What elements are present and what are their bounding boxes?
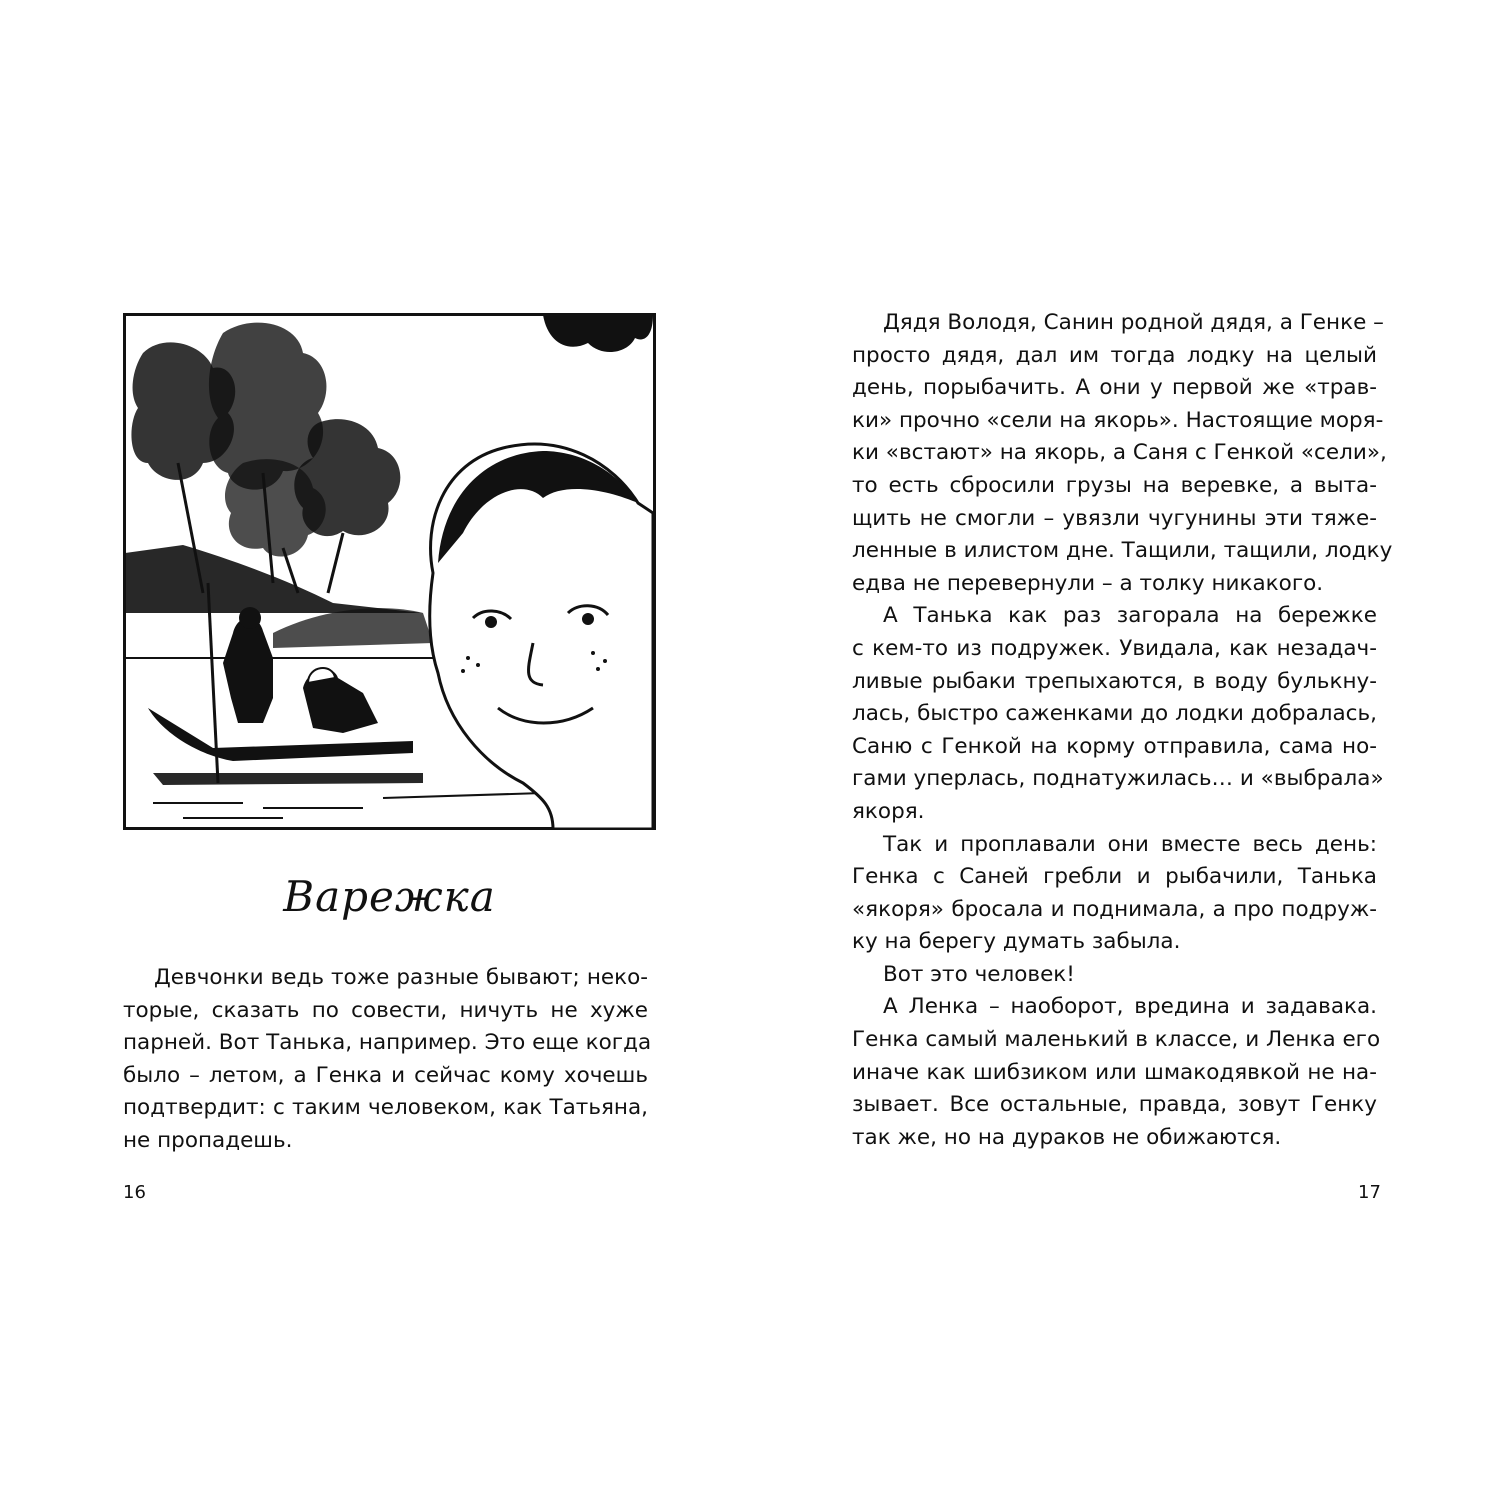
text-line: было – летом, а Генка и сейчас кому хочешь <box>123 1062 648 1088</box>
text-line: Девчонки ведь тоже разные бывают; неко- <box>154 965 648 990</box>
illustration-girl-and-boat <box>123 313 656 830</box>
text-line: ки» прочно «сели на якорь». Настоящие моря- <box>852 407 1384 433</box>
text-line: гами уперлась, поднатужилась… и «выбрала» <box>852 766 1384 792</box>
text-line: ливые рыбаки трепыхаются, в воду булькну- <box>852 668 1377 694</box>
text-line: Саню с Генкой на корму отправила, сама но- <box>852 733 1377 759</box>
text-line: якоря. <box>852 798 925 824</box>
text-line: Так и проплавали они вместе весь день: <box>883 831 1377 857</box>
text-line: А Танька как раз загорала на бережке <box>883 603 1377 629</box>
chapter-title: Варежка <box>283 872 496 921</box>
text-line: ки «встают» на якорь, а Саня с Генкой «сели», <box>852 440 1387 466</box>
page-number-right: 17 <box>1358 1182 1381 1203</box>
page-number-left: 16 <box>123 1182 146 1203</box>
text-line: торые, сказать по совести, ничуть не хуже <box>123 997 648 1023</box>
text-line: ленные в илистом дне. Тащили, тащили, лодку <box>852 538 1393 564</box>
text-line: день, порыбачить. А они у первой же «трав- <box>852 375 1377 401</box>
left-page-text <box>123 962 652 1158</box>
text-line: Дядя Володя, Санин родной дядя, а Генке – <box>883 310 1384 335</box>
text-line: иначе как шибзиком или шмакодявкой не на- <box>852 1059 1377 1085</box>
text-line: ку на берегу думать забыла. <box>852 929 1181 955</box>
text-line: Генка с Саней гребли и рыбачили, Танька <box>852 864 1377 890</box>
text-line: то есть сбросили грузы на веревке, а выта- <box>852 472 1377 498</box>
text-line: Генка самый маленький в классе, и Ленка его <box>852 1027 1381 1053</box>
text-line: с кем-то из подружек. Увидала, как незадач- <box>852 635 1377 661</box>
text-line: Вот это человек! <box>883 961 1075 987</box>
text-line: парней. Вот Танька, например. Это еще когда <box>123 1030 652 1056</box>
text-line: лась, быстро саженками до лодки добралась, <box>852 701 1377 727</box>
text-line: щить не смогли – увязли чугунины эти тяже- <box>852 505 1377 531</box>
right-page-text <box>852 307 1393 1154</box>
text-line: просто дядя, дал им тогда лодку на целый <box>852 342 1377 368</box>
text-line: «якоря» бросала и поднимала, а про подруж- <box>852 896 1377 922</box>
text-line: так же, но на дураков не обижаются. <box>852 1124 1282 1150</box>
text-line: А Ленка – наоборот, вредина и задавака. <box>883 994 1377 1020</box>
text-line: едва не перевернули – а толку никакого. <box>852 570 1324 596</box>
text-line: зывает. Все остальные, правда, зовут Генку <box>852 1092 1377 1118</box>
text-line: не пропадешь. <box>123 1127 293 1153</box>
text-line: подтвердит: с таким человеком, как Татьяна, <box>123 1095 648 1121</box>
